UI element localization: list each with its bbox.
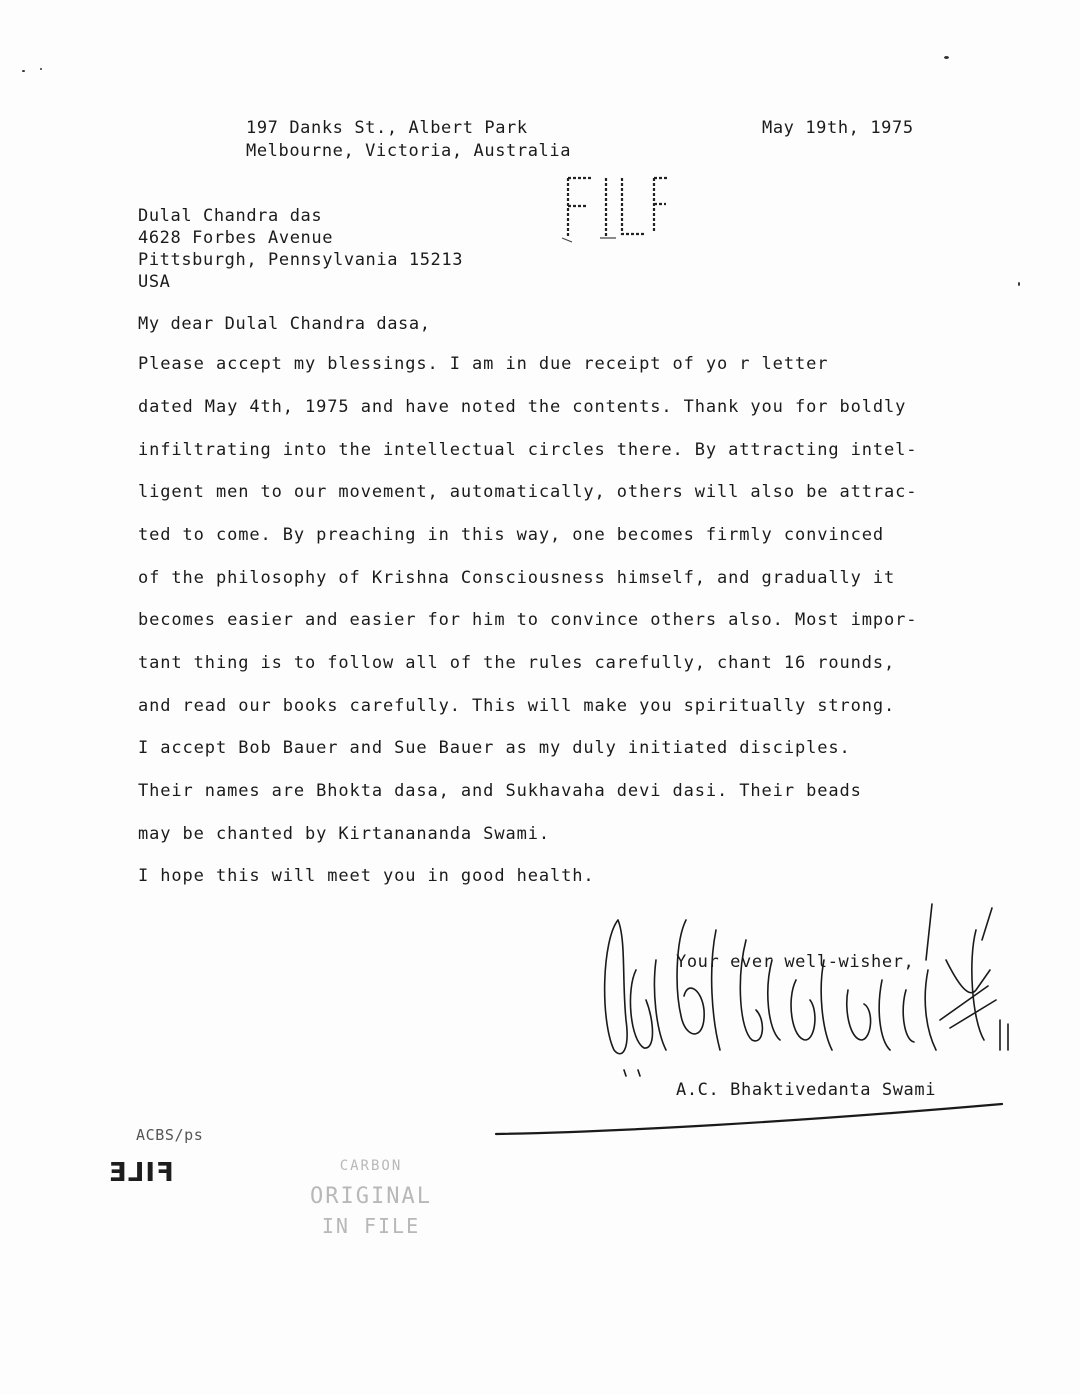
original-in-file-stamp <box>296 1158 446 1248</box>
signatory-name: A.C. Bhaktivedanta Swami <box>676 1080 937 1100</box>
handwritten-signature <box>596 900 1016 1080</box>
signature-rule <box>494 1098 1004 1138</box>
scan-speck <box>944 56 949 59</box>
body-line: ligent men to our movement, automatically, others will also be attrac- <box>138 482 918 502</box>
body-line: and read our books carefully. This will make you spiritually strong. <box>138 696 896 716</box>
sender-address-line2: Melbourne, Victoria, Australia <box>246 141 572 161</box>
body-line: tant thing is to follow all of the rules carefully, chant 16 rounds, <box>138 653 896 673</box>
body-line: of the philosophy of Krishna Consciousness himself, and gradually it <box>138 568 896 588</box>
body-line: Please accept my blessings. I am in due receipt of yo r letter <box>138 354 829 374</box>
body-line: I hope this will meet you in good health. <box>138 866 595 886</box>
body-line: becomes easier and easier for him to convince others also. Most impor- <box>138 610 918 630</box>
file-stamp <box>560 172 670 244</box>
recipient-name: Dulal Chandra das <box>138 206 323 226</box>
recipient-city: Pittsburgh, Pennsylvania 15213 <box>138 250 464 270</box>
file-mark: FILE <box>108 1158 174 1188</box>
salutation: My dear Dulal Chandra dasa, <box>138 314 431 334</box>
closing: Your ever well-wisher, <box>676 952 915 972</box>
scan-speck <box>40 68 42 70</box>
body-line: may be chanted by Kirtanananda Swami. <box>138 824 550 844</box>
body-line: Their names are Bhokta dasa, and Sukhavaha devi dasi. Their beads <box>138 781 862 801</box>
body-line: dated May 4th, 1975 and have noted the contents. Thank you for boldly <box>138 397 907 417</box>
scan-speck <box>22 70 25 72</box>
body-line: I accept Bob Bauer and Sue Bauer as my duly initiated disciples. <box>138 738 851 758</box>
recipient-street: 4628 Forbes Avenue <box>138 228 334 248</box>
body-line: infiltrating into the intellectual circles there. By attracting intel- <box>138 440 918 460</box>
scan-speck <box>1018 282 1020 286</box>
letter-date: May 19th, 1975 <box>762 118 914 138</box>
stamp-line: IN FILE <box>321 1214 421 1238</box>
reference-initials: ACBS/ps <box>136 1126 204 1144</box>
stamp-line: ORIGINAL <box>310 1184 432 1209</box>
body-line: ted to come. By preaching in this way, one becomes firmly convinced <box>138 525 885 545</box>
sender-address-line1: 197 Danks St., Albert Park <box>246 118 528 138</box>
recipient-country: USA <box>138 272 171 292</box>
stamp-line: CARBON <box>339 1158 403 1174</box>
